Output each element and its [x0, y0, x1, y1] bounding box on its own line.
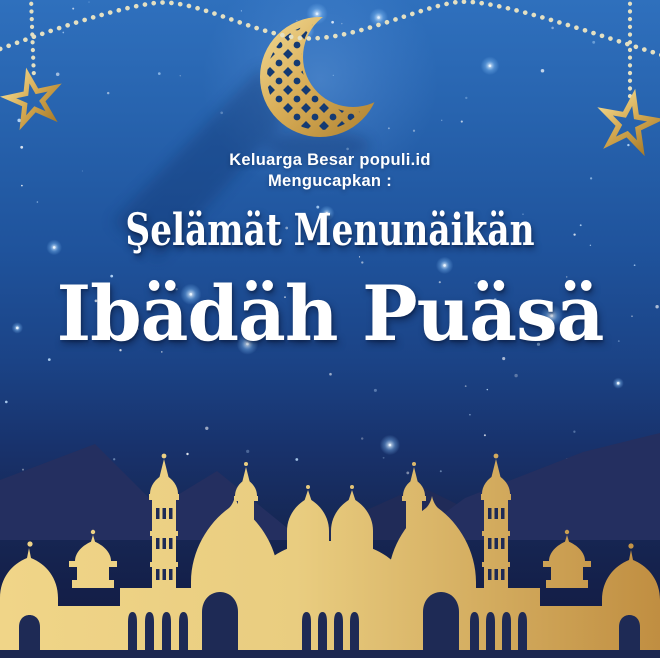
crescent-moon-icon — [250, 7, 395, 152]
bottom-strip — [0, 650, 660, 658]
title-line-2: Ibädäh Puäsä — [56, 269, 604, 358]
title-line-1: Şelämät Menunäikän — [125, 205, 535, 256]
greeting-line: Mengucapkan : — [267, 172, 392, 190]
organization-line: Keluarga Besar populi.id — [229, 151, 431, 169]
